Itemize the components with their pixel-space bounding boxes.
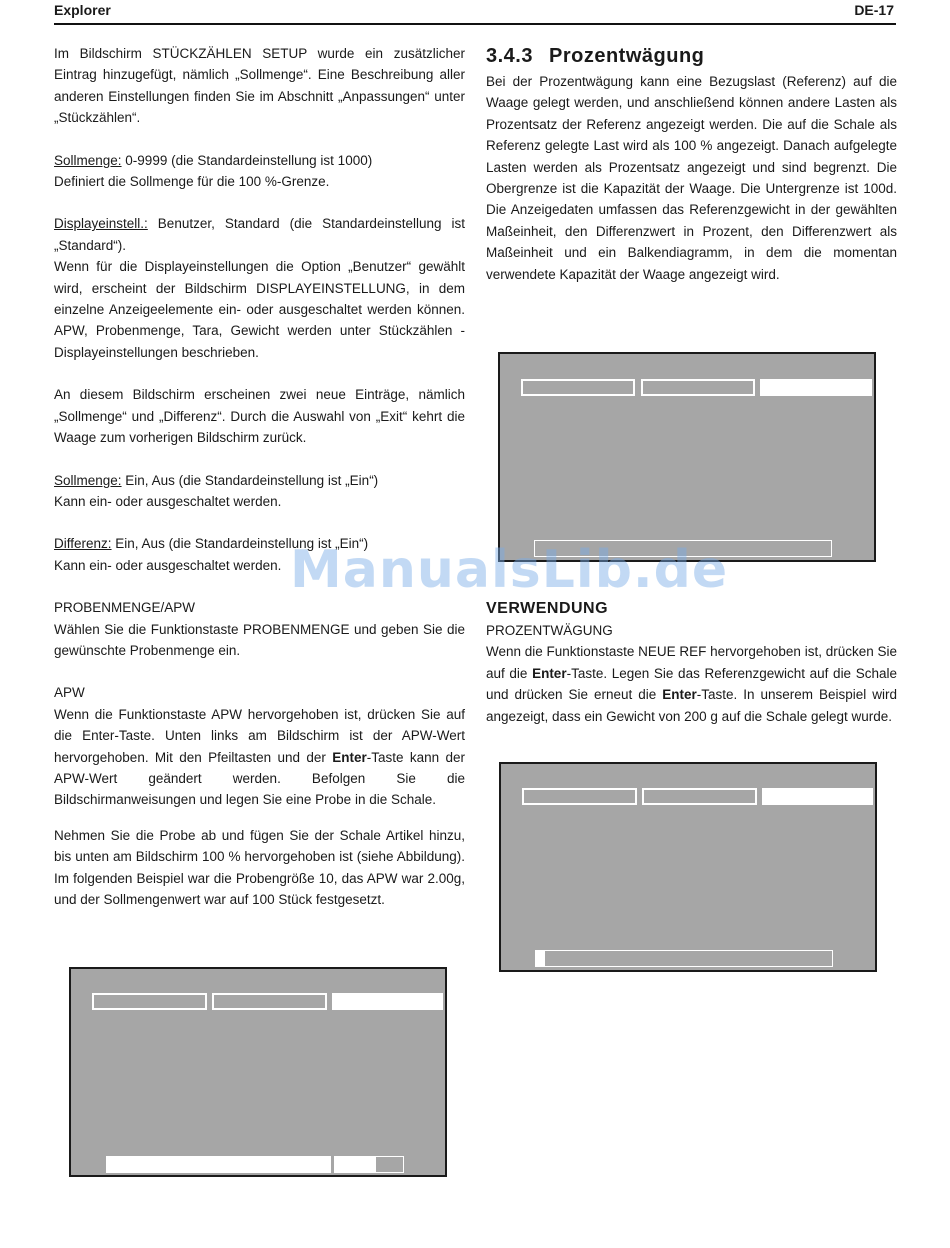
- sollmenge-onoff-description: Kann ein- oder ausgeschaltet werden.: [54, 493, 282, 509]
- apw-text-part-a: Wenn die Funktionstaste APW hervorgehoben ist, drücken Sie auf die Enter-Taste. Unten links am Bildschirm ist der APW-Wert hervorgehoben. Mit den Pfeiltasten und der: [54, 706, 465, 765]
- sollmenge-description: Definiert die Sollmenge für die 100 %-Grenze.: [54, 174, 330, 190]
- section-title: Prozentwägung: [548, 45, 705, 67]
- display-entry: [54, 213, 465, 256]
- softkey-tab-3-highlighted: [760, 379, 872, 396]
- sollmenge-entry: [54, 150, 465, 171]
- right-column: [486, 43, 897, 285]
- counting-screen: [69, 967, 447, 1177]
- percent-setup-screen: [498, 352, 876, 562]
- probenmenge-text: Wählen Sie die Funktionstaste PROBENMENGE und geben Sie die gewünschte Probenmenge ein.: [54, 621, 465, 658]
- usage-block: [486, 598, 897, 727]
- softkey-tab-1: [522, 788, 637, 805]
- capacity-bar-fill: [107, 1157, 330, 1172]
- differenz-description: Kann ein- oder ausgeschaltet werden.: [54, 557, 282, 573]
- usage-text-b: -Taste. Legen Sie das Referenzgewicht auf die Schale und drücken Sie erneut die: [486, 665, 897, 703]
- usage-text-a: Wenn die Funktionstaste NEUE REF hervorgehoben ist, drücken Sie auf die: [486, 644, 897, 681]
- softkey-tab-2: [642, 788, 757, 805]
- softkey-tab-2: [212, 993, 327, 1010]
- section-number: 3.4.3: [486, 45, 533, 67]
- sollmenge-range: 0-9999 (die Standardeinstellung ist 1000): [121, 152, 373, 168]
- sollmenge-label: Sollmenge:: [54, 152, 122, 168]
- page-number: DE-17: [854, 2, 894, 18]
- sollmenge-onoff-options: Ein, Aus (die Standardeinstellung ist „Ein“): [121, 472, 379, 488]
- sollmenge-onoff-label: Sollmenge:: [54, 472, 122, 488]
- display-description: Wenn für die Displayeinstellungen die Option „Benutzer“ gewählt wird, erscheint der Bildschirm DISPLAYEINSTELLUNG, in dem einzelne Anzeigeelemente ein- oder ausgeschaltet werden können. APW, Probenmenge, Tara, Gewicht werden unter Stückzählen - Displayeinstellungen beschrieben.: [54, 259, 465, 360]
- enter-key-label-2: Enter: [662, 687, 697, 703]
- display-options: Benutzer, Standard (die Standardeinstellung ist „Standard“).: [54, 216, 465, 253]
- softkey-tab-3-highlighted: [762, 788, 873, 805]
- softkey-tab-2: [641, 379, 755, 396]
- percent-intro-paragraph: Bei der Prozentwägung kann eine Bezugslast (Referenz) auf die Waage gelegt werden, und anschließend können andere Lasten als Prozentsatz der Referenz angezeigt werden. Die auf die Schale als Referenz gelegte Last wird als 100 % angezeigt. Danach aufgelegte Lasten werden als Prozentsatz angezeigt und sind begrenzt. Die Obergrenze ist die Kapazität der Waage. Die Untergrenze ist 100d. Die Anzeigedaten umfassen das Referenzgewicht in der gewählten Maßeinheit, den Differenzwert in Prozent, den Differenzwert als Maßeinheit und ein Balkendiagramm, in dem die momentan verwendete Kapazität der Waage angezeigt wird.: [486, 74, 897, 282]
- usage-heading: VERWENDUNG: [486, 600, 609, 617]
- probenmenge-heading: PROBENMENGE/APW: [54, 600, 196, 616]
- target-bar: [334, 1156, 404, 1173]
- apw-text-part-b: -Taste kann der APW-Wert geändert werden. Befolgen Sie die Bildschirmanweisungen und legen Sie eine Probe in die Schale.: [54, 749, 465, 808]
- section-heading: [486, 43, 897, 69]
- running-header-title: Explorer: [54, 2, 111, 18]
- usage-subheading: PROZENTWÄGUNG: [486, 623, 613, 638]
- percent-weighing-screen: [499, 762, 877, 972]
- display-label: Displayeinstell.:: [54, 216, 148, 232]
- new-entries-paragraph: An diesem Bildschirm erscheinen zwei neue Einträge, nämlich „Sollmenge“ und „Differenz“. Durch die Auswahl von „Exit“ kehrt die Waage zum vorherigen Bildschirm zurück.: [54, 387, 465, 446]
- usage-text-c: -Taste. In unserem Beispiel wird angezeigt, dass ein Gewicht von 200 g auf die Schale gelegt wurde.: [486, 687, 897, 724]
- differenz-label: Differenz:: [54, 536, 112, 552]
- intro-paragraph: Im Bildschirm STÜCKZÄHLEN SETUP wurde ein zusätzlicher Eintrag hinzugefügt, nämlich „Sollmenge“. Eine Beschreibung aller anderen Einstellungen finden Sie im Abschnitt „Anpassungen“ unter „Stückzählen“.: [54, 46, 465, 126]
- watermark: ManualsLib.de: [290, 540, 729, 600]
- enter-key-label: Enter: [332, 749, 367, 765]
- differenz-options: Ein, Aus (die Standardeinstellung ist „Ein“): [111, 536, 369, 552]
- capacity-bar-fill: [536, 951, 545, 966]
- softkey-tab-3-highlighted: [332, 993, 443, 1010]
- left-column: [54, 43, 465, 910]
- enter-key-label-1: Enter: [532, 665, 567, 681]
- softkey-tab-1: [92, 993, 207, 1010]
- capacity-bar: [535, 950, 833, 967]
- softkey-tab-1: [521, 379, 635, 396]
- capacity-bar: [106, 1156, 331, 1173]
- apw-text: [54, 704, 465, 811]
- apw-heading: APW: [54, 685, 85, 701]
- sollmenge-onoff-entry: [54, 470, 465, 491]
- header-rule: [54, 23, 896, 25]
- sample-example-paragraph: Nehmen Sie die Probe ab und fügen Sie der Schale Artikel hinzu, bis unten am Bildschirm 100 % hervorgehoben ist (siehe Abbildung). Im folgenden Beispiel war die Probengröße 10, das APW war 2.00g, und der Sollmengenwert war auf 100 Stück festgesetzt.: [54, 827, 465, 907]
- usage-text: [486, 641, 897, 727]
- target-bar-fill: [335, 1157, 376, 1172]
